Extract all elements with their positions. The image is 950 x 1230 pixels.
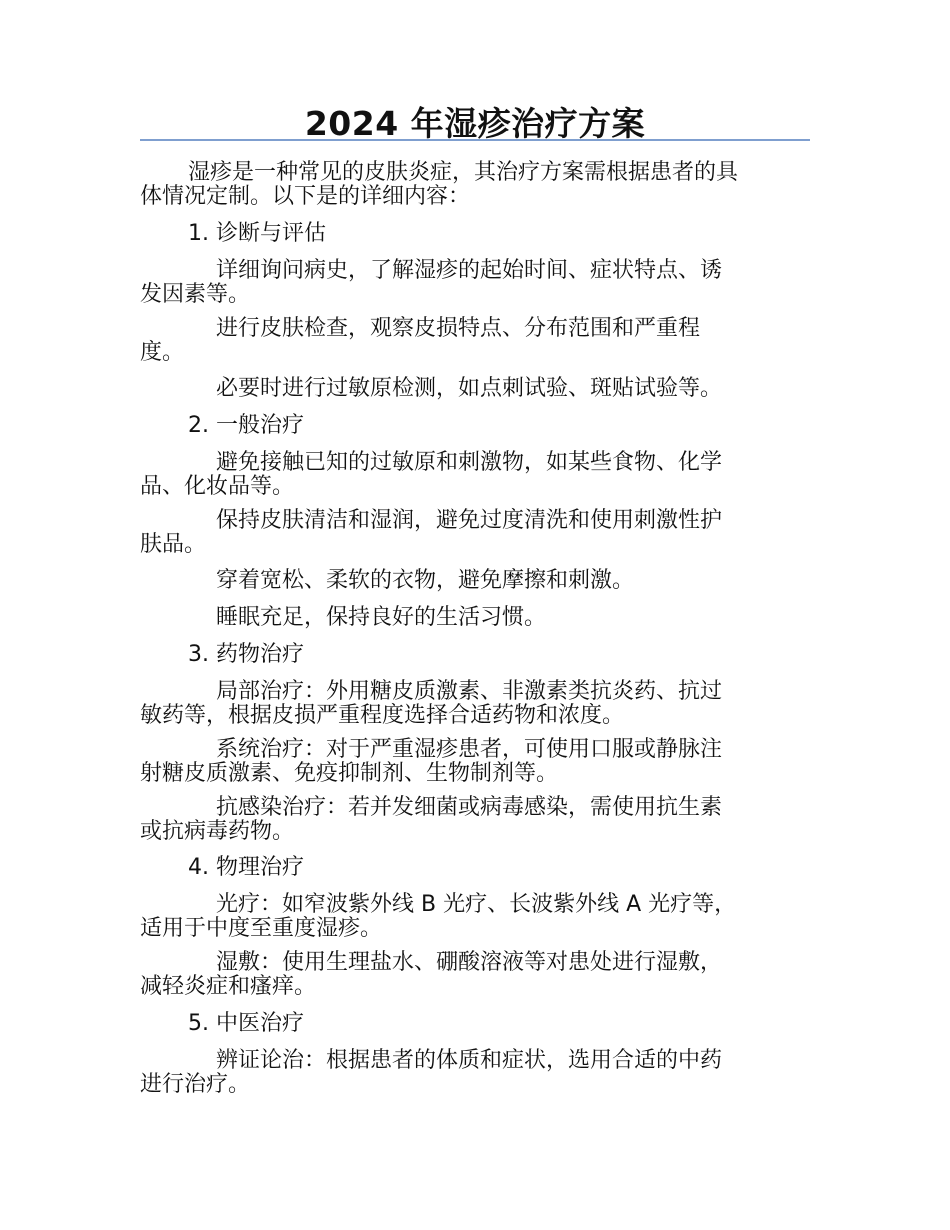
list-item: 必要时进行过敏原检测，如点刺试验、斑贴试验等。 [216, 376, 723, 401]
list-item: 详细询问病史，了解湿疹的起始时间、症状特点、诱 [216, 258, 723, 283]
list-item: 进行皮肤检查，观察皮损特点、分布范围和严重程 [216, 316, 701, 341]
list-item: 局部治疗：外用糖皮质激素、非激素类抗炎药、抗过 [216, 679, 723, 704]
list-item-continuation: 敏药等，根据皮损严重程度选择合适药物和浓度。 [140, 703, 625, 728]
list-item: 辨证论治：根据患者的体质和症状，选用合适的中药 [216, 1048, 723, 1073]
list-item-continuation: 肤品。 [140, 532, 207, 557]
intro-line-2: 体情况定制。以下是的详细内容： [140, 184, 471, 209]
list-item: 穿着宽松、柔软的衣物，避免摩擦和刺激。 [216, 568, 635, 593]
list-item: 系统治疗：对于严重湿疹患者，可使用口服或静脉注 [216, 737, 723, 762]
list-item-continuation: 射糖皮质激素、免疫抑制剂、生物制剂等。 [140, 761, 559, 786]
list-item-continuation: 或抗病毒药物。 [140, 819, 295, 844]
section-heading: 4. 物理治疗 [188, 855, 304, 880]
list-item-continuation: 发因素等。 [140, 282, 251, 307]
section-heading: 2. 一般治疗 [188, 413, 304, 438]
section-heading: 3. 药物治疗 [188, 642, 304, 667]
list-item: 抗感染治疗：若并发细菌或病毒感染，需使用抗生素 [216, 795, 723, 820]
title-underline [140, 139, 810, 141]
section-heading: 1. 诊断与评估 [188, 221, 326, 246]
list-item: 湿敷：使用生理盐水、硼酸溶液等对患处进行湿敷， [216, 950, 723, 975]
list-item-continuation: 度。 [140, 340, 185, 365]
intro-line-1: 湿疹是一种常见的皮肤炎症，其治疗方案需根据患者的具 [188, 160, 739, 185]
section-heading: 5. 中医治疗 [188, 1011, 304, 1036]
list-item-continuation: 进行治疗。 [140, 1072, 251, 1097]
list-item: 保持皮肤清洁和湿润，避免过度清洗和使用刺激性护 [216, 508, 723, 533]
list-item: 光疗：如窄波紫外线 B 光疗、长波紫外线 A 光疗等， [216, 892, 737, 917]
list-item: 睡眠充足，保持良好的生活习惯。 [216, 605, 547, 630]
list-item-continuation: 减轻炎症和瘙痒。 [140, 974, 317, 999]
list-item-continuation: 品、化妆品等。 [140, 474, 295, 499]
list-item: 避免接触已知的过敏原和刺激物，如某些食物、化学 [216, 450, 723, 475]
list-item-continuation: 适用于中度至重度湿疹。 [140, 916, 383, 941]
document-title: 2024 年湿疹治疗方案 [304, 104, 646, 143]
